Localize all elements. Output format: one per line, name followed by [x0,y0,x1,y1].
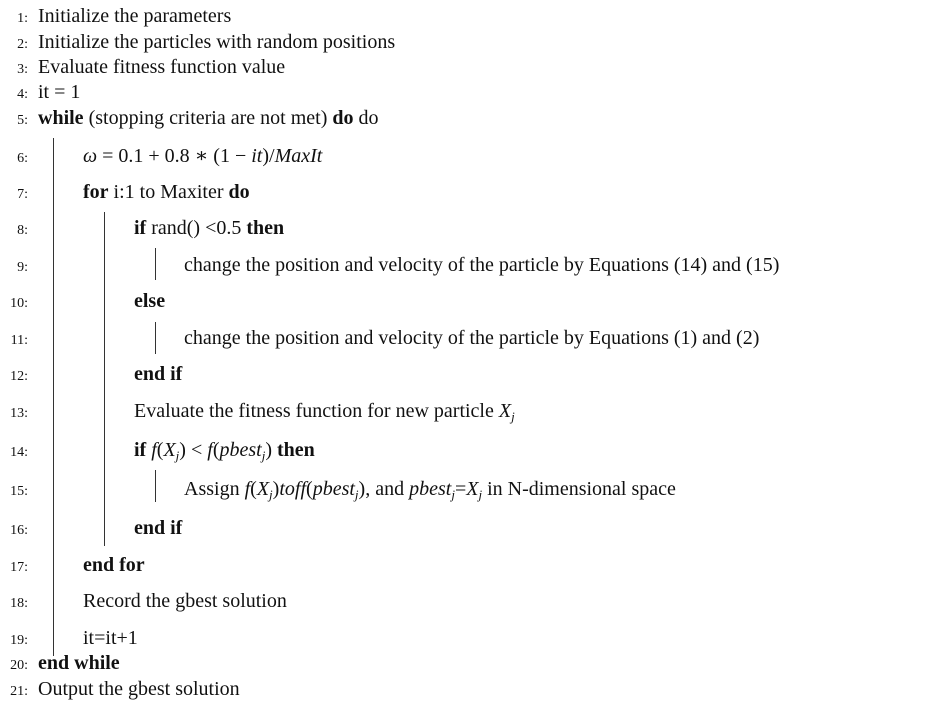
line-number: 11: [10,333,28,348]
line-number: 5: [17,113,28,128]
if-block-bar-1 [155,248,156,280]
line-number: 19: [10,633,28,648]
while-block-bar [53,138,54,656]
line-number: 2: [17,37,28,52]
line-number: 20: [10,658,28,673]
keyword-end-for: end for [83,554,145,576]
keyword-else: else [134,290,166,312]
line-text: change the position and velocity of the particle by Equations (14) and (15) [184,254,780,276]
line-text: Evaluate the fitness function for new particle [134,400,494,422]
trailing-do: do [358,107,379,129]
inertia-weight-formula: ω = 0.1 + 0.8 ∗ (1 − it)/MaxIt [83,145,323,167]
line-text: Initialize the parameters [38,5,232,27]
line-number: 13: [10,406,28,421]
line-number: 8: [17,223,28,238]
line-number: 4: [17,87,28,102]
line-number: 10: [10,296,28,311]
keyword-if: if [134,217,147,239]
keyword-for: for [83,181,109,203]
line-number: 18: [10,596,28,611]
line-number: 21: [10,684,28,699]
line-number: 1: [17,11,28,26]
for-block-bar [104,212,105,546]
line-text: change the position and velocity of the particle by Equations (1) and (2) [184,327,760,349]
line-number: 9: [17,260,28,275]
assign-formula: $f(X_j)toff(pbest_j)$ [244,478,366,502]
pbest-update: $pbest_j=X_j$ [409,478,483,502]
omega-symbol: ω [83,145,98,167]
line-number: 14: [10,445,28,460]
line-text: Output the gbest solution [38,678,240,700]
keyword-while: while [38,107,84,129]
line-number: 12: [10,369,28,384]
line-number: 3: [17,62,28,77]
line-number: 16: [10,523,28,538]
condition-text: rand() <0.5 [151,217,242,239]
fitness-comparison: $f(X_j)$ < f(pbest$_j$) [151,439,272,463]
line-text: Evaluate fitness function value [38,56,286,78]
keyword-then: then [246,217,285,239]
keyword-do: do [228,181,250,203]
line-text: Record the gbest solution [83,590,287,612]
keyword-end-while: end while [38,652,120,674]
keyword-if: if [134,439,147,461]
line-text: it=it+1 [83,627,138,649]
line-text: it = 1 [38,81,81,103]
if-block-bar-2 [155,322,156,354]
assign-text: Assign [184,478,240,500]
keyword-then: then [277,439,315,461]
line-number: 17: [10,560,28,575]
keyword-end-if: end if [134,517,183,539]
particle-variable: X [498,400,512,422]
condition-text: (stopping criteria are not met) [88,107,328,129]
loop-range-text: i:1 to Maxiter [113,181,224,203]
if-block-bar-3 [155,470,156,502]
line-text: Initialize the particles with random positions [38,31,396,53]
keyword-end-if: end if [134,363,183,385]
line-number: 15: [10,484,28,499]
line-number: 6: [17,151,28,166]
line-number: 7: [17,187,28,202]
keyword-do: do [332,107,354,129]
